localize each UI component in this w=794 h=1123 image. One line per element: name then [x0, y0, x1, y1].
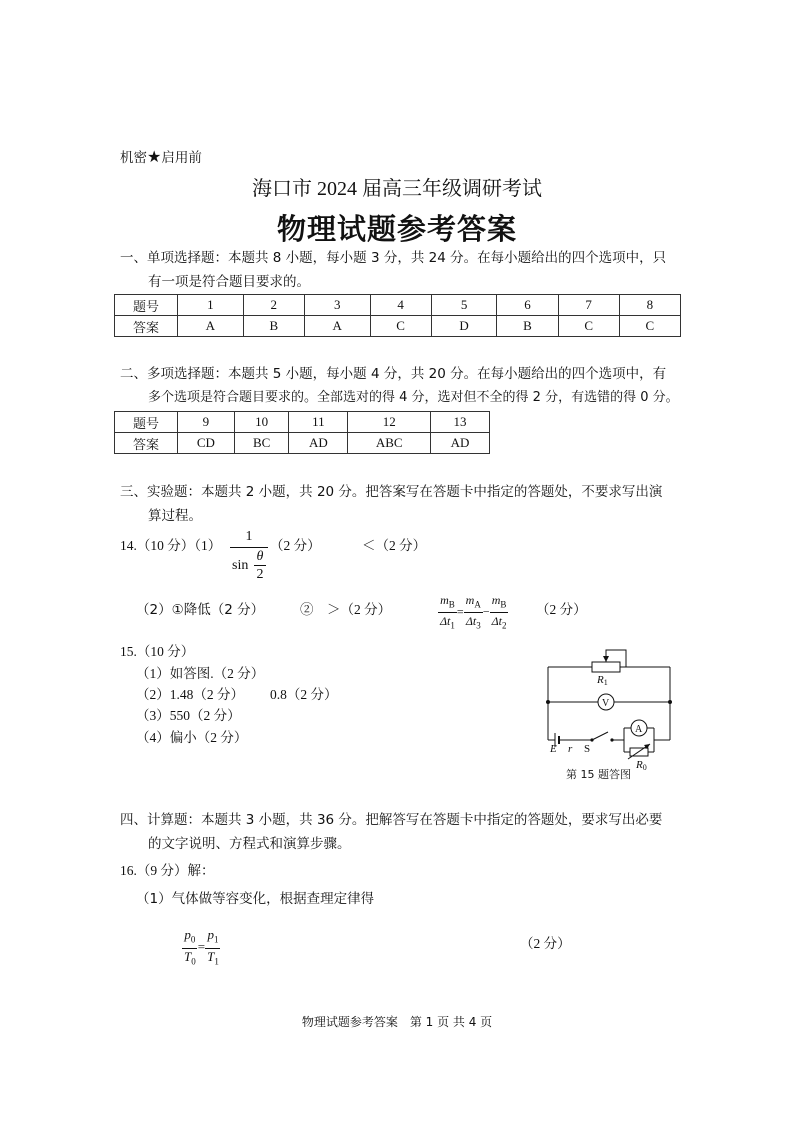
- page-footer: 物理试题参考答案 第 1 页 共 4 页: [301, 1015, 493, 1029]
- row-header-question: 题号: [115, 412, 178, 433]
- q16-score: （2 分）: [520, 936, 571, 951]
- section1-line1: 一、单项选择题：本题共 8 小题，每小题 3 分，共 24 分。在每小题给出的四个选项中，只: [120, 250, 667, 266]
- svg-text:R1: [596, 674, 608, 687]
- q15-part2b: 0.8（2 分）: [270, 687, 338, 702]
- rheostat-r1: [592, 662, 620, 672]
- exam-title: 海口市 2024 届高三年级调研考试: [252, 178, 542, 200]
- sub-3: 3: [476, 620, 481, 631]
- q14-score1: （2 分）: [270, 538, 321, 553]
- sub-a: A: [474, 599, 481, 610]
- section2-line2: 多个选项是符合题目要求的。全部选对的得 4 分，选对但不全的得 2 分，有选错的得 0 分。: [148, 390, 679, 405]
- q14-score2: （2 分）: [536, 602, 587, 617]
- theta-symbol: θ: [254, 548, 266, 566]
- q14-part2b: ② ＞（2 分）: [300, 602, 392, 617]
- secret-tail-text: 启用前: [161, 150, 202, 166]
- answer-cell: B: [497, 316, 558, 337]
- section4-line2: 的文字说明、方程式和演算步骤。: [148, 836, 351, 852]
- sub-b: B: [500, 599, 507, 610]
- switch-s: [592, 732, 608, 740]
- r1-sub: 1: [603, 678, 608, 687]
- circuit-diagram: [540, 640, 680, 770]
- row-header-answer: 答案: [115, 433, 178, 454]
- sub-0: 0: [190, 934, 196, 945]
- section4-intro: [120, 808, 690, 856]
- figure-caption: 第 15 题答图: [566, 768, 631, 781]
- q15-part1: （1）如答图.（2 分）: [136, 666, 265, 681]
- sub-2: 2: [502, 620, 507, 631]
- junction-dot: [668, 700, 672, 704]
- rheostat-slider-wire: [606, 650, 626, 667]
- row-header-question: 题号: [115, 295, 178, 316]
- delta-t: Δt: [491, 614, 503, 629]
- voltmeter-label: V: [602, 698, 610, 709]
- sub-0: 0: [191, 956, 196, 967]
- q14-fraction: [230, 527, 268, 584]
- emf-label: E: [550, 743, 557, 755]
- section4-line1: 四、计算题：本题共 3 小题，共 36 分。把解答写在答题卡中指定的答题处，要求写出必要: [120, 812, 663, 828]
- q15-part4: （4）偏小（2 分）: [136, 730, 248, 745]
- answer-cell: A: [304, 316, 370, 337]
- section2-answer-table: [114, 411, 490, 454]
- t-symbol: T: [207, 948, 215, 964]
- switch-label: S: [584, 743, 591, 755]
- p-symbol: p: [207, 927, 214, 942]
- fraction-numerator: 1: [230, 527, 268, 548]
- switch-contact: [590, 738, 593, 741]
- answer-cell: AD: [289, 433, 348, 454]
- answer-cell: C: [370, 316, 431, 337]
- section3-intro: [120, 480, 690, 528]
- answer-cell: ABC: [348, 433, 431, 454]
- r0-sub: 0: [642, 763, 647, 770]
- switch-contact: [610, 738, 613, 741]
- answer-cell: A: [178, 316, 244, 337]
- page-title: 物理试题参考答案: [276, 212, 517, 246]
- delta-t: Δt: [440, 614, 451, 629]
- fraction-mb-dt1: [438, 592, 457, 634]
- answer-cell: C: [558, 316, 619, 337]
- junction-dot: [546, 700, 550, 704]
- answer-cell: AD: [431, 433, 490, 454]
- question-number: 5: [431, 295, 497, 316]
- q14-less-than: ＜（2 分）: [362, 538, 427, 553]
- sub-1: 1: [213, 934, 219, 945]
- question-number: 3: [304, 295, 370, 316]
- charles-law-equation: [182, 927, 221, 969]
- section3-line2: 算过程。: [148, 508, 202, 524]
- sin-text: sin: [232, 558, 249, 573]
- answer-cell: BC: [234, 433, 289, 454]
- section2-intro: [120, 362, 700, 410]
- denominator-two: 2: [256, 567, 264, 582]
- question-number: 8: [619, 295, 680, 316]
- fraction-denominator: [230, 548, 268, 584]
- row-header-answer: 答案: [115, 316, 178, 337]
- question-number: 13: [431, 412, 490, 433]
- question-number: 10: [234, 412, 289, 433]
- q14-part2: （2）①降低（2 分）: [136, 602, 265, 618]
- star-icon: ★: [147, 147, 162, 166]
- q14-label: 14.（10 分）（1）: [120, 538, 222, 553]
- ammeter-label: A: [635, 724, 643, 735]
- answer-cell: CD: [178, 433, 235, 454]
- section1-intro: [120, 246, 680, 294]
- sub-1: 1: [450, 620, 455, 631]
- minus-sign: −: [482, 604, 490, 619]
- section1-line2: 有一项是符合题目要求的。: [148, 274, 310, 290]
- q15-part2a: （2）1.48（2 分）: [136, 687, 244, 702]
- m-symbol: m: [491, 593, 501, 607]
- m-symbol: m: [440, 593, 449, 607]
- q15-part3: （3）550（2 分）: [136, 708, 241, 723]
- equals-sign: =: [197, 939, 206, 955]
- internal-resistance-label: r: [568, 743, 573, 755]
- r1-label: R: [597, 674, 604, 686]
- question-number: 11: [289, 412, 348, 433]
- svg-text:R0: [635, 759, 647, 770]
- delta-t: Δt: [465, 614, 477, 629]
- section3-line1: 三、实验题：本题共 2 小题，共 20 分。把答案写在答题卡中指定的答题处，不要求写出演: [120, 484, 663, 500]
- m-symbol: m: [465, 593, 475, 607]
- question-number: 7: [558, 295, 619, 316]
- section1-answer-table: [114, 294, 681, 337]
- answer-cell: C: [619, 316, 680, 337]
- q16-part1: （1）气体做等容变化，根据查理定律得: [136, 891, 375, 907]
- answer-cell: B: [243, 316, 304, 337]
- slider-arrow-icon: [603, 656, 609, 662]
- q16-label: 16.（9 分）解：: [120, 863, 215, 878]
- answer-cell: D: [431, 316, 497, 337]
- q15-label: 15.（10 分）: [120, 644, 195, 659]
- t-symbol: T: [184, 948, 192, 964]
- question-number: 2: [243, 295, 304, 316]
- question-number: 9: [178, 412, 235, 433]
- confidential-mark: [120, 145, 202, 170]
- secret-text: 机密: [120, 150, 147, 166]
- table-row: [115, 295, 681, 316]
- equals-sign: =: [456, 604, 464, 619]
- table-row: [115, 433, 490, 454]
- fraction-ma-dt3: [464, 592, 483, 634]
- fraction-p1-t1: [205, 927, 221, 969]
- question-number: 1: [178, 295, 244, 316]
- r0-label: R: [636, 759, 643, 770]
- question-number: 12: [348, 412, 431, 433]
- table-row: [115, 412, 490, 433]
- p-symbol: p: [184, 927, 191, 942]
- section2-line1: 二、多项选择题：本题共 5 小题，每小题 4 分，共 20 分。在每小题给出的四个选项中，有: [120, 366, 667, 382]
- sub-1: 1: [214, 956, 219, 967]
- sub-b: B: [448, 599, 455, 610]
- question-number: 6: [497, 295, 558, 316]
- fraction-p0-t0: [182, 927, 198, 969]
- q14-momentum-equation: [438, 592, 509, 634]
- question-number: 4: [370, 295, 431, 316]
- fraction-mb-dt2: [490, 592, 509, 634]
- table-row: [115, 316, 681, 337]
